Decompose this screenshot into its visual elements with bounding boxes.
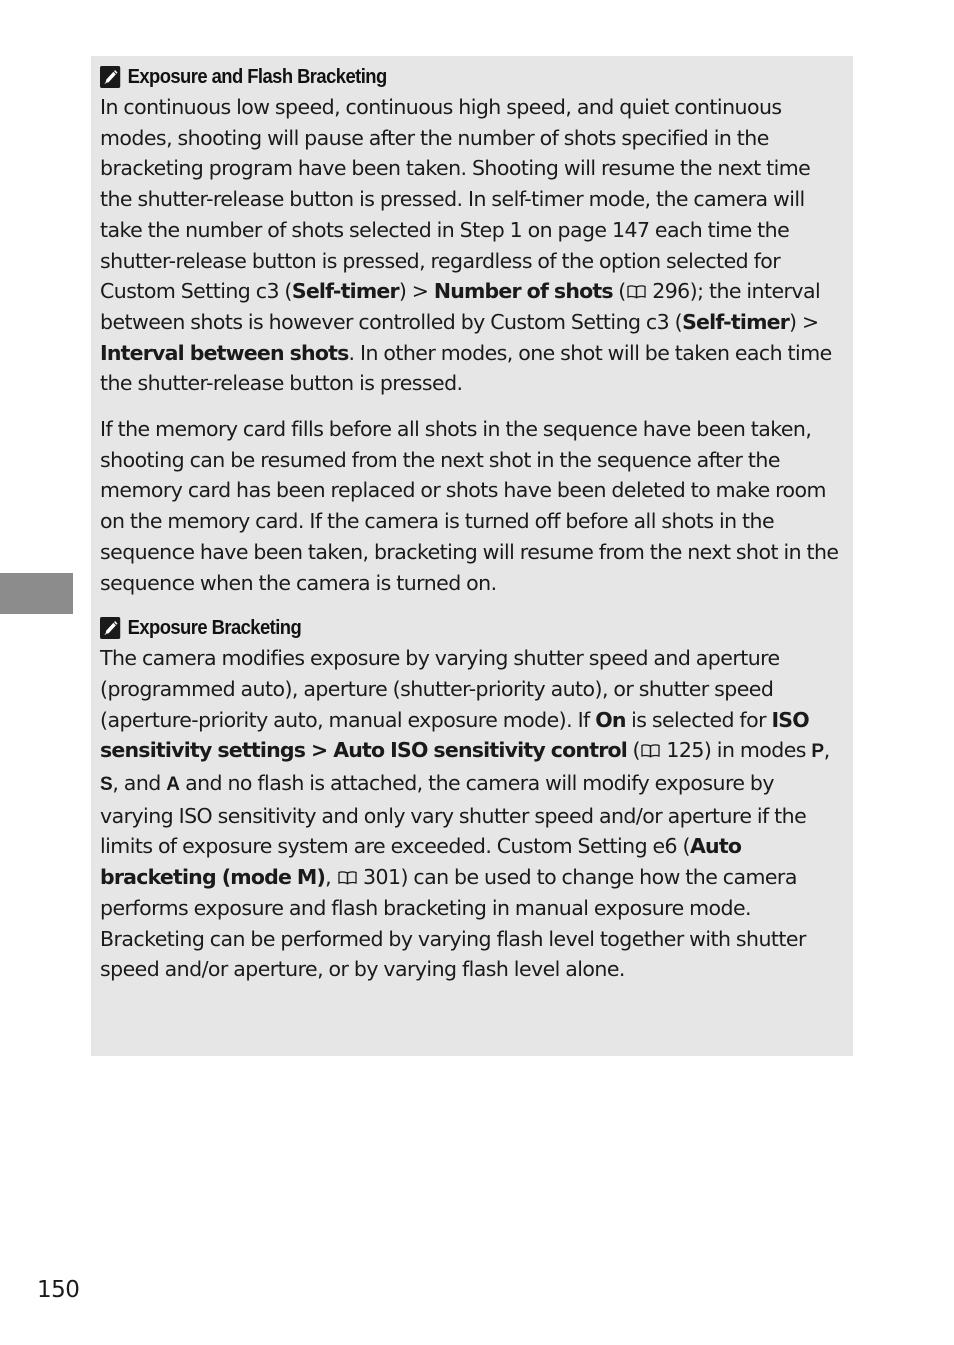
chapter-side-tab xyxy=(0,573,73,614)
bold-term: Self-timer xyxy=(682,309,790,334)
page-number: 150 xyxy=(37,1277,80,1303)
text-run: ) > xyxy=(789,309,819,334)
bold-term: Auto bracketing (mode M) xyxy=(100,834,742,890)
text-run: ( xyxy=(627,738,640,763)
note-heading-text: Exposure Bracketing xyxy=(127,616,302,639)
bold-term: Number of shots xyxy=(433,279,613,304)
text-run: If the memory card fills before all shots in the sequence have been taken, shooting can be resumed from the next shot in the sequence after the memory card has been replaced or shots have been deleted to make room on the memory card. If the camera is turned off before all shots in the sequence have been taken, bracketing will resume from the next shot in the sequence when the camera is turned on. xyxy=(100,417,839,595)
text-run: and no flash is attached, the camera will modify exposure by varying ISO sensitivity and only vary shutter speed and/or aperture if the limits of exposure system are exceeded. Custom Setting e6 ( xyxy=(100,771,807,859)
text-run: ) > xyxy=(398,279,434,304)
exposure-mode-letter: S xyxy=(100,774,113,796)
text-run: . In other modes, one shot will be taken each time the shutter-release button is pressed. xyxy=(100,340,832,396)
book-icon xyxy=(338,863,357,878)
text-run: ( xyxy=(612,279,626,304)
bold-term: Self-timer xyxy=(291,279,399,304)
text-run: , and xyxy=(112,771,167,796)
text-run: , xyxy=(823,738,830,763)
pencil-note-icon xyxy=(100,617,120,639)
note-box xyxy=(91,56,853,1056)
text-run: 301) can be used to change how the camera performs exposure and flash bracketing in manual exposure mode. Bracketing can be performed by varying flash level together with shutter speed and/or aperture, or by varying flash level alone. xyxy=(100,865,806,982)
exposure-mode-letter: P xyxy=(811,741,824,763)
bold-term: ISO sensitivity settings > Auto ISO sensitivity control xyxy=(100,707,809,763)
book-icon xyxy=(627,277,646,292)
note-exposure-bracketing xyxy=(100,613,841,985)
exposure-mode-letter: A xyxy=(166,774,180,796)
note-exposure-and-flash-bracketing xyxy=(100,62,841,598)
text-run: 125) in modes xyxy=(660,738,812,763)
note-paragraph xyxy=(100,92,841,399)
note-heading xyxy=(100,62,782,92)
pencil-note-icon xyxy=(100,66,120,88)
bold-term: Interval between shots xyxy=(100,340,349,365)
text-run: 296); the interval between shots is however controlled by Custom Setting c3 ( xyxy=(100,279,821,334)
note-paragraph xyxy=(100,643,841,985)
text-run: , xyxy=(325,865,337,890)
bold-term: On xyxy=(595,707,626,732)
text-run: In continuous low speed, continuous high speed, and quiet continuous modes, shooting will pause after the number of shots specified in the bracketing program have been taken. Shooting will resume the next time the shutter-release button is pressed. In self-timer mode, the camera will take the number of shots selected in Step 1 on page 147 each time the shutter-release button is pressed, regardless of the option selected for Custom Setting c3 ( xyxy=(100,95,811,304)
note-paragraph xyxy=(100,414,841,598)
note-heading xyxy=(100,613,782,643)
book-icon xyxy=(641,736,660,751)
note-heading-text: Exposure and Flash Bracketing xyxy=(127,65,387,88)
text-run: is selected for xyxy=(625,707,772,732)
text-run: The camera modifies exposure by varying shutter speed and aperture (programmed auto), aperture (shutter-priority auto), or shutter speed (aperture-priority auto, manual exposure mode). If xyxy=(100,646,780,732)
